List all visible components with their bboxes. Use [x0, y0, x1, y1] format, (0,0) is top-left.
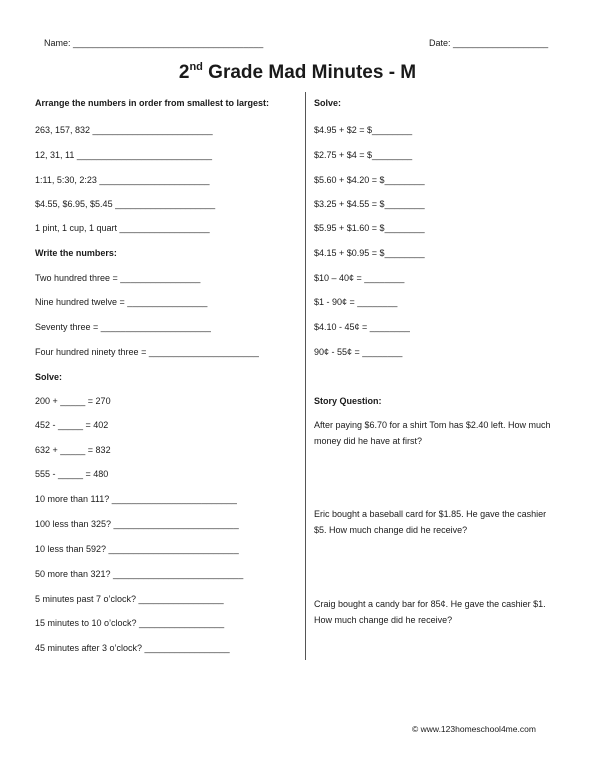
name-field: Name: ______________________________________	[44, 38, 264, 48]
solve-item: 555 - _____ = 480	[35, 469, 109, 479]
copyright-footer: © www.123homeschool4me.com	[412, 724, 536, 734]
money-item: $4.95 + $2 = $________	[314, 125, 413, 135]
arrange-item: $4.55, $6.95, $5.45 ____________________	[35, 199, 216, 209]
section-heading-solve: Solve:	[35, 372, 63, 382]
write-item: Seventy three = ______________________	[35, 322, 211, 332]
solve-item: 100 less than 325? _________________________	[35, 519, 239, 529]
section-heading-story: Story Question:	[314, 396, 382, 406]
solve-item: 10 more than 111? _________________________	[35, 494, 237, 504]
solve-item: 5 minutes past 7 o’clock? _________________	[35, 594, 224, 604]
arrange-item: 1 pint, 1 cup, 1 quart __________________	[35, 223, 210, 233]
title-grade-number: 2	[178, 62, 190, 83]
money-item: $1 - 90¢ = ________	[314, 297, 398, 307]
story-question: Craig bought a candy bar for 85¢. He gave the cashier $1. How much change did he receive?	[314, 599, 546, 625]
story-question: After paying $6.70 for a shirt Tom has $2.40 left. How much money did he have at first?	[314, 420, 551, 446]
page-title	[0, 62, 595, 84]
solve-item: 45 minutes after 3 o’clock? _________________	[35, 643, 230, 653]
solve-item: 10 less than 592? __________________________	[35, 544, 239, 554]
title-ordinal-suffix: nd	[189, 61, 203, 73]
section-heading-write: Write the numbers:	[35, 248, 117, 258]
solve-item: 50 more than 321? __________________________	[35, 569, 244, 579]
money-item: 90¢ - 55¢ = ________	[314, 347, 403, 357]
solve-item: 200 + _____ = 270	[35, 396, 111, 406]
date-field: Date: ___________________	[429, 38, 549, 48]
solve-item: 452 - _____ = 402	[35, 420, 109, 430]
section-heading-arrange: Arrange the numbers in order from smallest to largest:	[35, 98, 270, 108]
write-item: Nine hundred twelve = ________________	[35, 297, 208, 307]
arrange-item: 12, 31, 11 ___________________________	[35, 150, 213, 160]
money-item: $4.15 + $0.95 = $________	[314, 248, 425, 258]
write-item: Two hundred three = ________________	[35, 273, 201, 283]
section-heading-money: Solve:	[314, 98, 342, 108]
money-item: $5.95 + $1.60 = $________	[314, 223, 425, 233]
story-question: Eric bought a baseball card for $1.85. He gave the cashier $5. How much change did he receive?	[314, 509, 547, 535]
arrange-item: 263, 157, 832 ________________________	[35, 125, 213, 135]
title-text: Grade Mad Minutes - M	[202, 62, 417, 83]
solve-item: 632 + _____ = 832	[35, 445, 111, 455]
money-item: $2.75 + $4 = $________	[314, 150, 413, 160]
write-item: Four hundred ninety three = ______________________	[35, 347, 259, 357]
money-item: $4.10 - 45¢ = ________	[314, 322, 410, 332]
money-item: $5.60 + $4.20 = $________	[314, 175, 425, 185]
money-item: $3.25 + $4.55 = $________	[314, 199, 425, 209]
solve-item: 15 minutes to 10 o’clock? _________________	[35, 618, 225, 628]
money-item: $10 – 40¢ = ________	[314, 273, 405, 283]
column-divider	[305, 92, 306, 660]
arrange-item: 1:11, 5:30, 2:23 ______________________	[35, 175, 210, 185]
